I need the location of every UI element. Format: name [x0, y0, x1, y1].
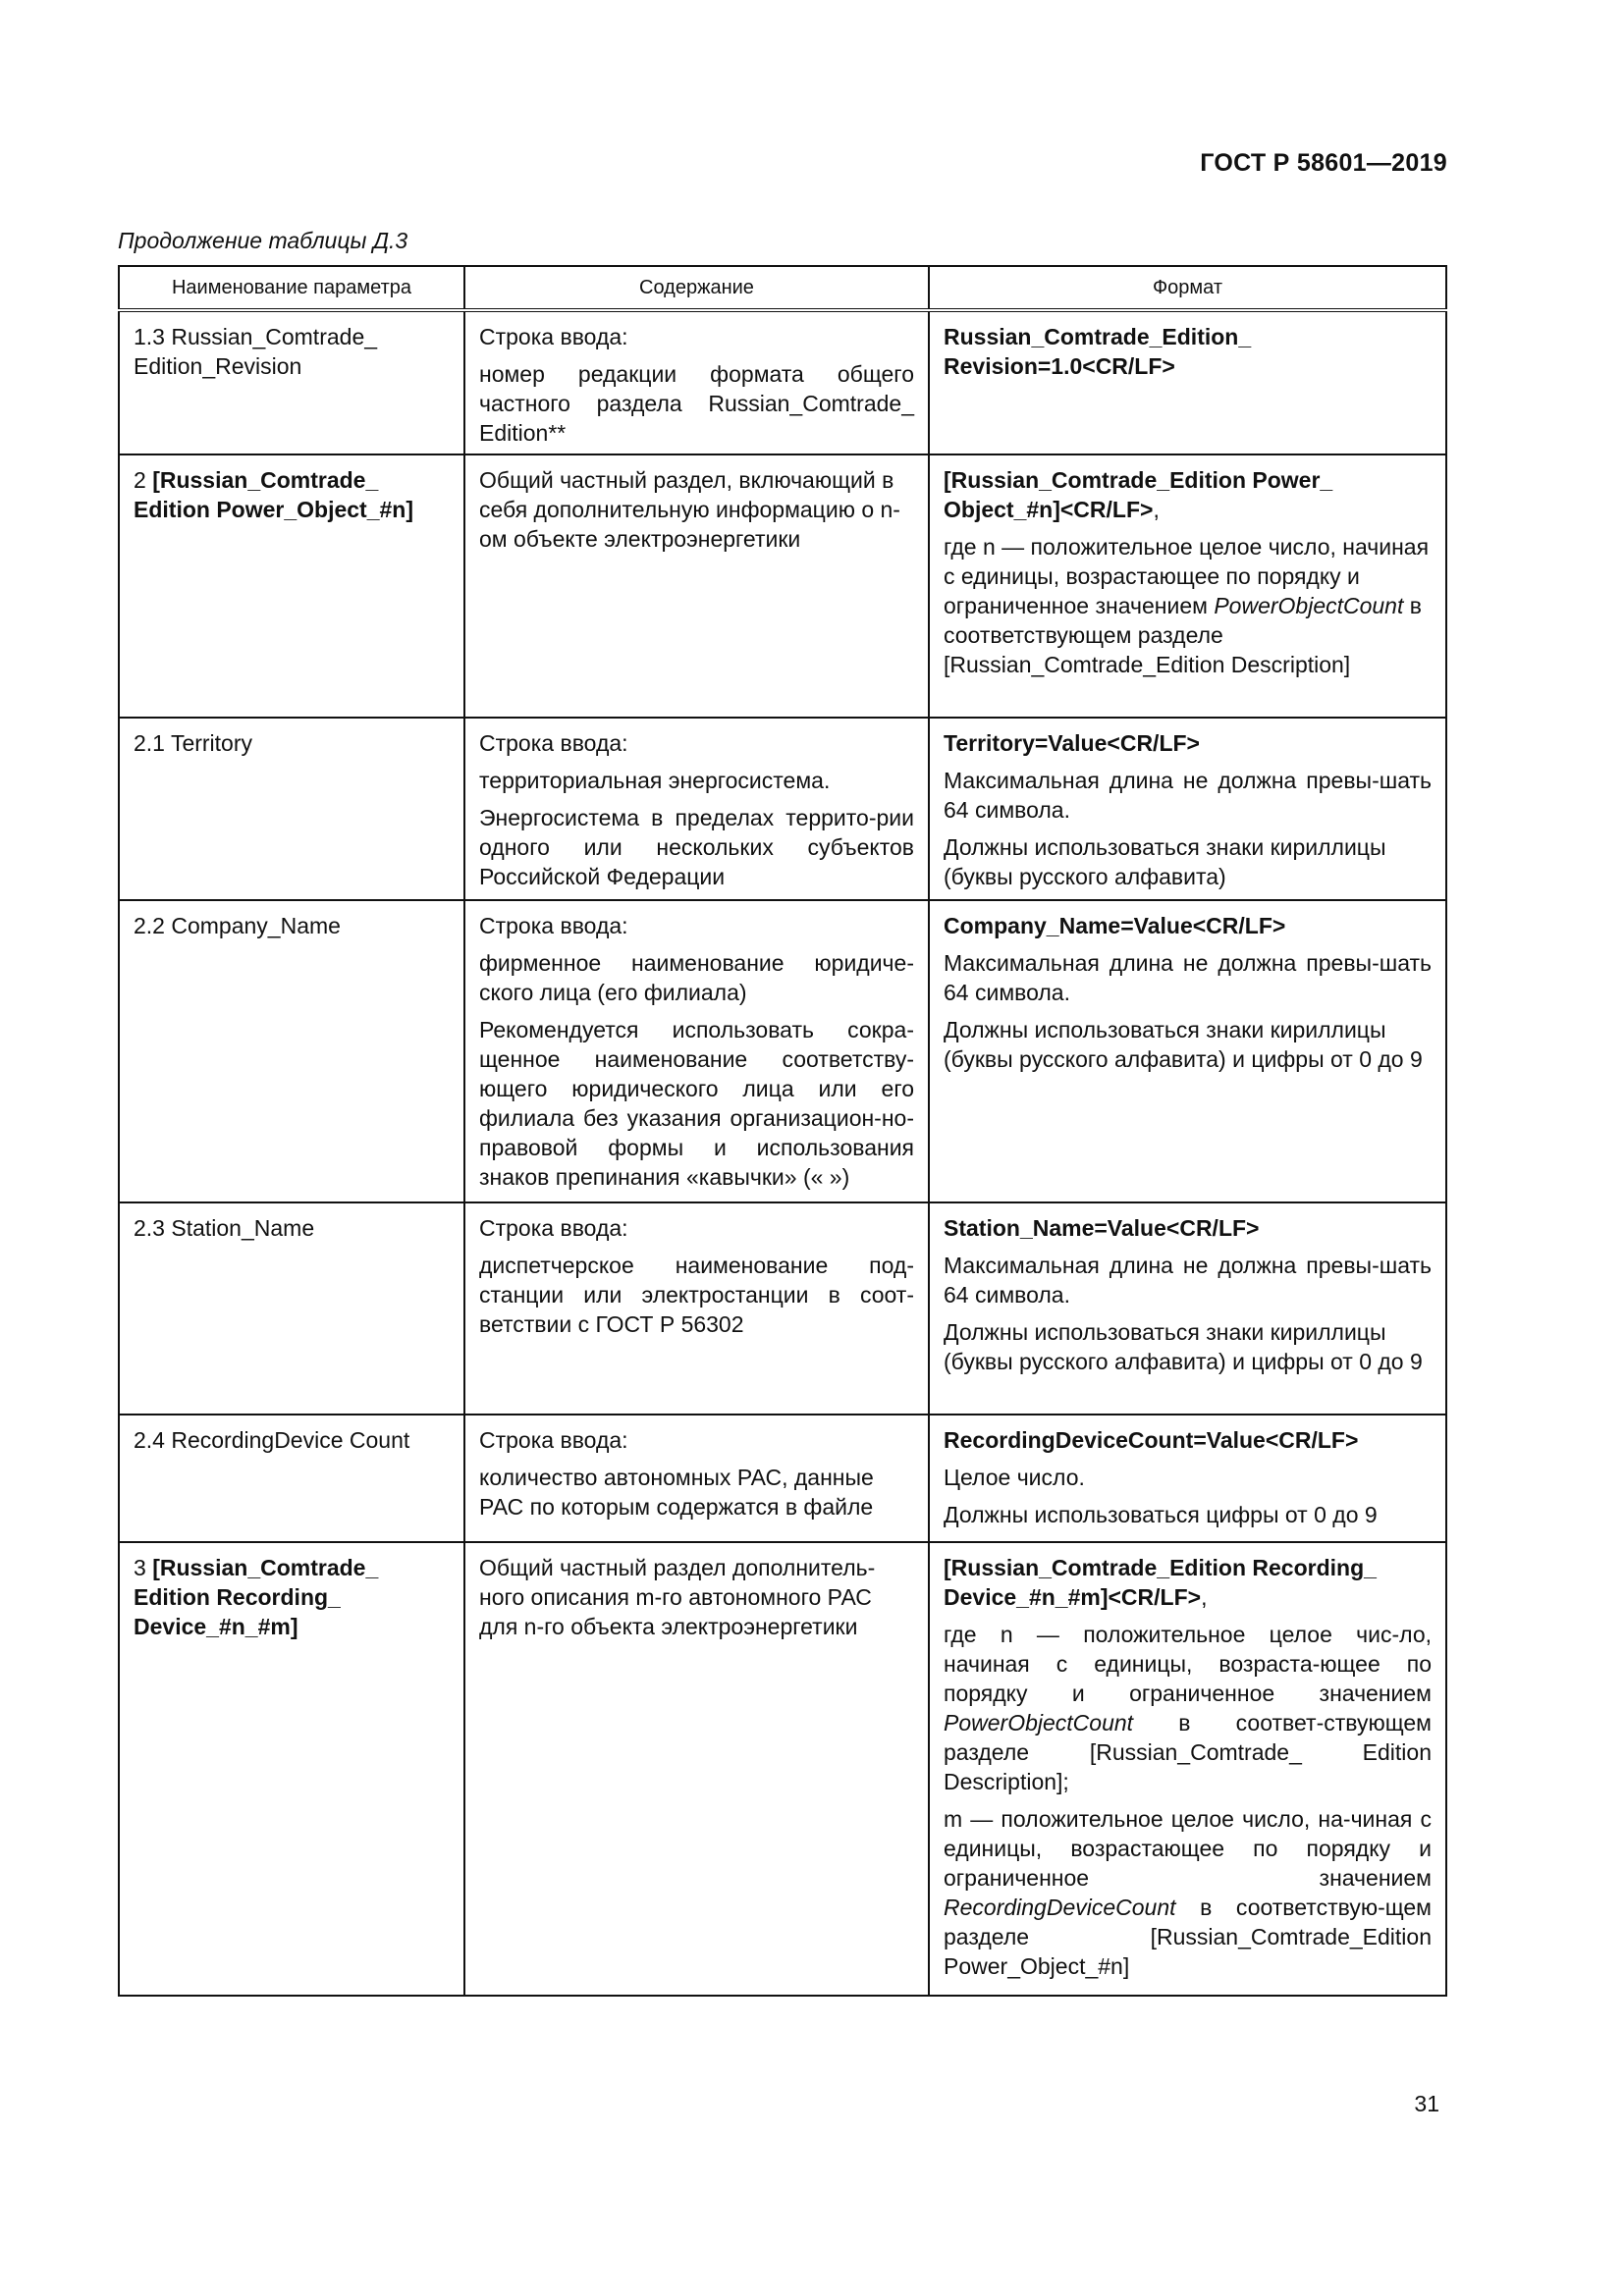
column-header-format: Формат	[929, 266, 1446, 310]
param-content-cell	[464, 718, 929, 900]
content-line: Строка ввода:	[479, 913, 628, 938]
format-note: где n — положительное целое число, начиная с единицы, возрастающее по порядку и ограниченное значением PowerObjectCount в соответствующем разделе [Russian_Comtrade_Edition Description]	[944, 534, 1430, 677]
content-line: Общий частный раздел дополнитель-ного описания m-го автономного РАС для n-го объекта электроэнергетики	[479, 1555, 876, 1639]
document-code: ГОСТ Р 58601—2019	[1200, 149, 1447, 177]
table-row	[119, 1415, 1446, 1542]
param-name-section: [Russian_Comtrade_ Edition Power_Object_#n]	[134, 467, 413, 522]
format-note: m — положительное целое число, на-чиная с единицы, возрастающее по порядку и ограниченное значением RecordingDeviceCount в соответствую-щем разделе [Russian_Comtrade_Edition Power_Object_#n]	[944, 1806, 1432, 1979]
param-name: 2.2 Company_Name	[134, 913, 341, 938]
format-string: [Russian_Comtrade_Edition Recording_ Device_#n_#m]<CR/LF>	[944, 1555, 1377, 1610]
format-string: Station_Name=Value<CR/LF>	[944, 1215, 1260, 1241]
content-line: количество автономных РАС, данные РАС по которым содержатся в файле	[479, 1465, 874, 1520]
format-suffix: ,	[1201, 1584, 1208, 1610]
param-format-cell	[929, 454, 1446, 718]
param-content-cell	[464, 1202, 929, 1415]
content-line: Энергосистема в пределах террито-рии одного или нескольких субъектов Российской Федерации	[479, 805, 914, 889]
table-row	[119, 454, 1446, 718]
format-suffix: ,	[1153, 497, 1160, 522]
content-line: Строка ввода:	[479, 1215, 628, 1241]
param-name-prefix: 3	[134, 1555, 153, 1580]
param-name: 2.3 Station_Name	[134, 1215, 315, 1241]
table-caption: Продолжение таблицы Д.3	[118, 228, 408, 253]
param-name-cell	[119, 1202, 464, 1415]
format-note: Максимальная длина не должна превы-шать 64 символа.	[944, 1253, 1432, 1308]
format-string: Company_Name=Value<CR/LF>	[944, 913, 1286, 938]
table-header-row	[119, 266, 1446, 310]
table-row	[119, 718, 1446, 900]
column-header-name: Наименование параметра	[119, 266, 464, 310]
format-string: RecordingDeviceCount=Value<CR/LF>	[944, 1427, 1359, 1453]
param-name-cell	[119, 454, 464, 718]
param-format-cell	[929, 1415, 1446, 1542]
table-row	[119, 1202, 1446, 1415]
content-line: Строка ввода:	[479, 730, 628, 756]
content-line: Строка ввода:	[479, 324, 628, 349]
param-name-cell	[119, 1542, 464, 1996]
param-format-cell	[929, 718, 1446, 900]
format-note: Максимальная длина не должна превы-шать 64 символа.	[944, 768, 1432, 823]
format-note: Должны использоваться знаки кириллицы (буквы русского алфавита)	[944, 834, 1386, 889]
format-note: Должны использоваться знаки кириллицы (буквы русского алфавита) и цифры от 0 до 9	[944, 1319, 1423, 1374]
param-content-cell	[464, 454, 929, 718]
param-name: 2.1 Territory	[134, 730, 253, 756]
param-content-cell	[464, 900, 929, 1202]
parameters-table	[118, 265, 1447, 1997]
format-string: Territory=Value<CR/LF>	[944, 730, 1200, 756]
param-name: 1.3 Russian_Comtrade_ Edition_Revision	[134, 324, 378, 379]
format-note: Максимальная длина не должна превы-шать 64 символа.	[944, 950, 1432, 1005]
param-name: 2.4 RecordingDevice Count	[134, 1427, 410, 1453]
content-line: фирменное наименование юридиче-ского лица (его филиала)	[479, 950, 914, 1005]
content-line: Рекомендуется использовать сокра-щенное наименование соответству-ющего юридического лица или его филиала без указания организацион-но-правовой формы и использования знаков препинания «кавычки» (« »)	[479, 1017, 914, 1190]
content-line: Общий частный раздел, включающий в себя дополнительную информацию о n-ом объекте электроэнергетики	[479, 467, 900, 552]
param-name-cell	[119, 310, 464, 454]
param-format-cell	[929, 900, 1446, 1202]
param-name-section: [Russian_Comtrade_ Edition Recording_ Device_#n_#m]	[134, 1555, 379, 1639]
param-name-cell	[119, 900, 464, 1202]
param-name-prefix: 2	[134, 467, 153, 493]
param-content-cell	[464, 310, 929, 454]
format-note: где n — положительное целое чис-ло, начиная с единицы, возраста-ющее по порядку и ограниченное значением PowerObjectCount в соответ-ствующем разделе [Russian_Comtrade_ Edition Description];	[944, 1622, 1432, 1794]
content-line: Строка ввода:	[479, 1427, 628, 1453]
content-line: территориальная энергосистема.	[479, 768, 831, 793]
param-format-cell	[929, 1542, 1446, 1996]
param-format-cell	[929, 310, 1446, 454]
param-name-cell	[119, 718, 464, 900]
content-line: номер редакции формата общего частного раздела Russian_Comtrade_ Edition**	[479, 361, 914, 446]
param-name-cell	[119, 1415, 464, 1542]
format-note: Должны использоваться цифры от 0 до 9	[944, 1502, 1378, 1527]
format-note: Должны использоваться знаки кириллицы (буквы русского алфавита) и цифры от 0 до 9	[944, 1017, 1423, 1072]
page-number: 31	[1414, 2091, 1439, 2116]
table-row	[119, 1542, 1446, 1996]
format-string: [Russian_Comtrade_Edition Power_ Object_#n]<CR/LF>	[944, 467, 1333, 522]
format-string: Russian_Comtrade_Edition_ Revision=1.0<CR/LF>	[944, 324, 1252, 379]
table-row	[119, 310, 1446, 454]
table-row	[119, 900, 1446, 1202]
param-format-cell	[929, 1202, 1446, 1415]
format-note: Целое число.	[944, 1465, 1085, 1490]
param-content-cell	[464, 1542, 929, 1996]
content-line: диспетчерское наименование под-станции или электростанции в соот-ветствии с ГОСТ Р 56302	[479, 1253, 914, 1337]
param-content-cell	[464, 1415, 929, 1542]
column-header-content: Содержание	[464, 266, 929, 310]
